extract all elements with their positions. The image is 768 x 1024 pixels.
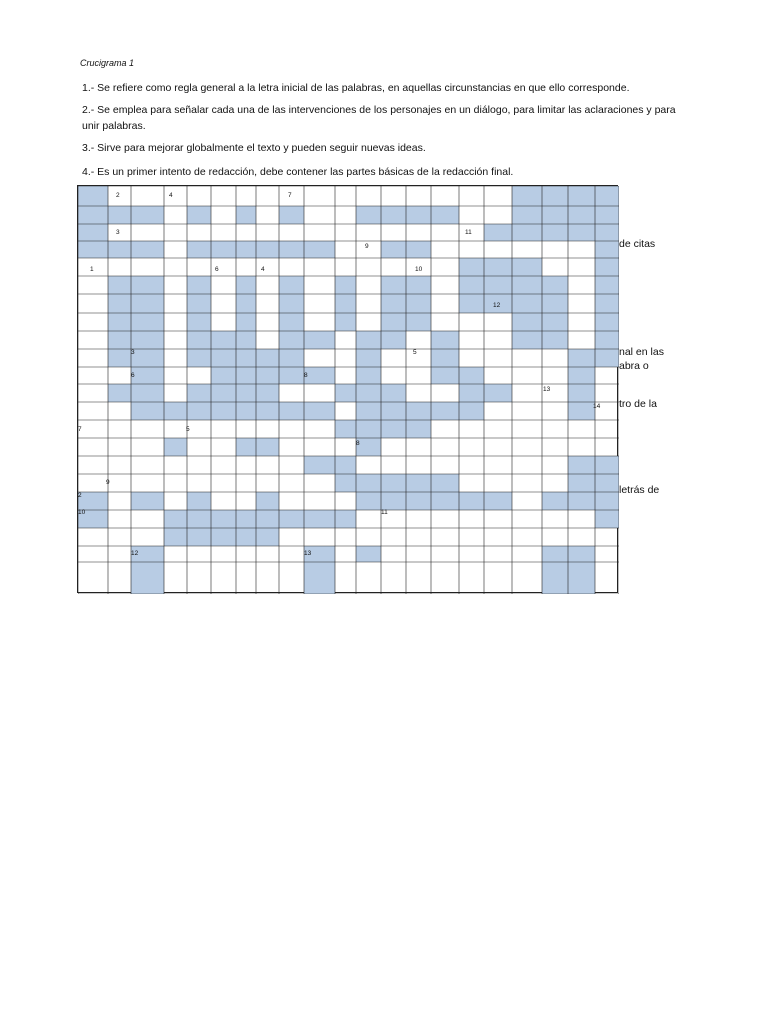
shaded-cell: [431, 492, 459, 510]
shaded-cell: [381, 313, 406, 331]
shaded-cell: [131, 294, 164, 313]
shaded-cell: [236, 367, 256, 384]
shaded-cell: [131, 206, 164, 224]
shaded-cell: [108, 206, 131, 224]
shaded-cell: [108, 313, 131, 331]
shaded-cell: [279, 294, 304, 313]
shaded-cell: [459, 294, 484, 313]
shaded-cell: [108, 294, 131, 313]
shaded-cell: [131, 331, 164, 349]
shaded-cell: [187, 492, 211, 510]
shaded-cell: [356, 438, 381, 456]
shaded-cell: [187, 402, 211, 420]
clue-number: 2: [78, 492, 82, 499]
shaded-cell: [131, 313, 164, 331]
shaded-cell: [381, 402, 406, 420]
shaded-cell: [356, 349, 381, 367]
shaded-cell: [304, 510, 335, 528]
shaded-cell: [211, 349, 236, 367]
clue-number: 8: [356, 440, 360, 447]
shaded-cell: [512, 276, 542, 294]
shaded-cell: [512, 186, 542, 206]
shaded-cell: [211, 510, 236, 528]
shaded-cell: [304, 456, 335, 474]
shaded-cell: [256, 402, 279, 420]
shaded-cell: [595, 349, 619, 367]
clue-number: 14: [593, 403, 601, 410]
shaded-cell: [484, 492, 512, 510]
shaded-cell: [568, 349, 595, 367]
shaded-cell: [568, 474, 595, 492]
shaded-cell: [236, 331, 256, 349]
shaded-cell: [211, 402, 236, 420]
shaded-cell: [78, 206, 108, 224]
shaded-cell: [431, 331, 459, 349]
shaded-cell: [256, 510, 279, 528]
shaded-cell: [484, 276, 512, 294]
shaded-cell: [406, 313, 431, 331]
shaded-cell: [356, 474, 381, 492]
clue-4: 4.- Es un primer intento de redacción, debe contener las partes básicas de la redacción final.: [82, 166, 514, 178]
shaded-cell: [381, 241, 406, 258]
shaded-cell: [256, 528, 279, 546]
clue-number: 2: [116, 192, 120, 199]
shaded-cell: [484, 224, 512, 241]
shaded-cell: [431, 349, 459, 367]
shaded-cell: [131, 241, 164, 258]
shaded-cell: [431, 474, 459, 492]
shaded-cell: [187, 313, 211, 331]
shaded-cell: [187, 331, 211, 349]
shaded-cell: [406, 206, 431, 224]
clue-number: 11: [465, 229, 472, 236]
shaded-cell: [381, 474, 406, 492]
shaded-cell: [131, 384, 164, 402]
shaded-cell: [595, 331, 619, 349]
shaded-cell: [356, 492, 381, 510]
shaded-cell: [236, 384, 256, 402]
shaded-cell: [304, 367, 335, 384]
shaded-cell: [595, 276, 619, 294]
shaded-cell: [335, 420, 356, 438]
shaded-cell: [211, 331, 236, 349]
clue-number: 12: [131, 550, 139, 557]
shaded-cell: [187, 349, 211, 367]
shaded-cell: [78, 241, 108, 258]
clue-number: 8: [304, 372, 308, 379]
shaded-cell: [568, 562, 595, 594]
document-title: Crucigrama 1: [80, 58, 135, 68]
shaded-cell: [279, 206, 304, 224]
shaded-cell: [406, 474, 431, 492]
shaded-cell: [568, 206, 595, 224]
shaded-cell: [304, 241, 335, 258]
shaded-cell: [279, 241, 304, 258]
shaded-cell: [211, 384, 236, 402]
shaded-cell: [431, 206, 459, 224]
shaded-cell: [595, 294, 619, 313]
shaded-cell: [236, 402, 256, 420]
shaded-cell: [256, 384, 279, 402]
clue-number: 3: [116, 229, 120, 236]
shaded-cell: [279, 276, 304, 294]
shaded-cell: [381, 276, 406, 294]
shaded-cell: [356, 546, 381, 562]
shaded-cell: [108, 331, 131, 349]
shaded-cell: [542, 206, 568, 224]
shaded-cell: [279, 402, 304, 420]
shaded-cell: [431, 402, 459, 420]
shaded-cell: [595, 492, 619, 510]
shaded-cell: [595, 224, 619, 241]
shaded-cell: [595, 313, 619, 331]
clue-number: 5: [186, 426, 190, 433]
clue-number: 11: [381, 509, 388, 516]
shaded-cell: [356, 402, 381, 420]
shaded-cell: [78, 186, 108, 206]
clue-number: 10: [78, 509, 86, 516]
shaded-cell: [595, 241, 619, 258]
clue-number: 7: [78, 426, 82, 433]
shaded-cell: [542, 492, 568, 510]
shaded-cell: [164, 402, 187, 420]
shaded-cell: [236, 206, 256, 224]
crossword-grid: [77, 185, 618, 593]
shaded-cell: [459, 384, 484, 402]
shaded-cell: [256, 367, 279, 384]
shaded-cell: [256, 241, 279, 258]
clue-number: 7: [288, 192, 292, 199]
shaded-cell: [304, 402, 335, 420]
shaded-cell: [304, 331, 335, 349]
shaded-cell: [236, 438, 256, 456]
shaded-cell: [459, 367, 484, 384]
shaded-cell: [542, 313, 568, 331]
shaded-cell: [356, 384, 381, 402]
clue-number: 13: [304, 550, 312, 557]
shaded-cell: [256, 438, 279, 456]
shaded-cell: [381, 384, 406, 402]
shaded-cell: [542, 224, 568, 241]
shaded-cell: [381, 420, 406, 438]
overflow-fragment: abra o: [619, 360, 649, 372]
shaded-cell: [542, 294, 568, 313]
shaded-cell: [236, 276, 256, 294]
shaded-cell: [187, 206, 211, 224]
clue-1: 1.- Se refiere como regla general a la letra inicial de las palabras, en aquellas circunstancias en que ello corresponde.: [82, 82, 630, 94]
shaded-cell: [568, 492, 595, 510]
overflow-fragment: nal en las: [619, 346, 664, 358]
clue-number: 9: [365, 243, 369, 250]
shaded-cell: [335, 313, 356, 331]
shaded-cell: [406, 241, 431, 258]
shaded-cell: [236, 241, 256, 258]
shaded-cell: [236, 528, 256, 546]
shaded-cell: [542, 276, 568, 294]
shaded-cell: [381, 206, 406, 224]
shaded-cell: [187, 510, 211, 528]
shaded-cell: [236, 313, 256, 331]
shaded-cell: [164, 528, 187, 546]
crossword-svg: [78, 186, 619, 594]
shaded-cell: [595, 474, 619, 492]
shaded-cell: [459, 276, 484, 294]
shaded-cell: [187, 294, 211, 313]
shaded-cell: [335, 276, 356, 294]
clue-3: 3.- Sirve para mejorar globalmente el texto y pueden seguir nuevas ideas.: [82, 142, 426, 154]
shaded-cell: [595, 186, 619, 206]
shaded-cell: [335, 456, 356, 474]
shaded-cell: [595, 510, 619, 528]
shaded-cell: [187, 528, 211, 546]
shaded-cell: [381, 492, 406, 510]
clue-number: 5: [413, 349, 417, 356]
shaded-cell: [108, 349, 131, 367]
shaded-cell: [236, 349, 256, 367]
shaded-cell: [108, 276, 131, 294]
shaded-cell: [304, 562, 335, 594]
shaded-cell: [542, 546, 568, 562]
shaded-cell: [187, 384, 211, 402]
shaded-cell: [256, 492, 279, 510]
shaded-cell: [356, 420, 381, 438]
shaded-cell: [595, 258, 619, 276]
shaded-cell: [164, 438, 187, 456]
shaded-cell: [568, 186, 595, 206]
clue-number: 1: [90, 266, 94, 273]
shaded-cell: [78, 492, 108, 510]
shaded-cell: [459, 402, 484, 420]
shaded-cell: [595, 206, 619, 224]
shaded-cell: [356, 367, 381, 384]
shaded-cell: [164, 510, 187, 528]
shaded-cell: [406, 402, 431, 420]
shaded-cell: [568, 367, 595, 384]
shaded-cell: [512, 294, 542, 313]
overflow-fragment: tro de la: [619, 398, 657, 410]
shaded-cell: [236, 510, 256, 528]
shaded-cell: [431, 367, 459, 384]
shaded-cell: [187, 241, 211, 258]
clue-number: 6: [131, 372, 135, 379]
shaded-cell: [484, 258, 512, 276]
shaded-cell: [356, 206, 381, 224]
shaded-cell: [211, 367, 236, 384]
shaded-cell: [131, 349, 164, 367]
shaded-cell: [78, 224, 108, 241]
shaded-cell: [211, 241, 236, 258]
shaded-cell: [236, 294, 256, 313]
shaded-cell: [406, 294, 431, 313]
shaded-cell: [335, 510, 356, 528]
shaded-cell: [542, 186, 568, 206]
shaded-cell: [484, 384, 512, 402]
shaded-cell: [279, 367, 304, 384]
shaded-cell: [279, 510, 304, 528]
shaded-cell: [512, 313, 542, 331]
shaded-cell: [279, 349, 304, 367]
shaded-cell: [335, 384, 356, 402]
shaded-cell: [131, 276, 164, 294]
shaded-cell: [131, 402, 164, 420]
shaded-cell: [335, 474, 356, 492]
shaded-cell: [108, 384, 131, 402]
shaded-cell: [279, 313, 304, 331]
shaded-cell: [108, 241, 131, 258]
shaded-cell: [512, 258, 542, 276]
overflow-fragment: letrás de: [619, 484, 660, 496]
shaded-cell: [211, 528, 236, 546]
shaded-cell: [406, 276, 431, 294]
clue-number: 13: [543, 386, 551, 393]
clue-number: 3: [131, 349, 135, 356]
clue-number: 10: [415, 266, 423, 273]
shaded-cell: [512, 331, 542, 349]
shaded-cell: [568, 224, 595, 241]
shaded-cell: [568, 384, 595, 402]
shaded-cell: [131, 492, 164, 510]
shaded-cell: [459, 258, 484, 276]
shaded-cell: [512, 206, 542, 224]
clue-number: 4: [169, 192, 173, 199]
shaded-cell: [568, 456, 595, 474]
shaded-cell: [131, 367, 164, 384]
clue-number: 6: [215, 266, 219, 273]
clue-2: 2.- Se emplea para señalar cada una de las intervenciones de los personajes en un diálogo, para limitar las aclaraciones y para unir palabras.: [82, 104, 676, 132]
shaded-cell: [131, 562, 164, 594]
shaded-cell: [595, 456, 619, 474]
shaded-cell: [356, 331, 381, 349]
shaded-cell: [406, 492, 431, 510]
shaded-cell: [542, 331, 568, 349]
shaded-cell: [542, 562, 568, 594]
shaded-cell: [381, 331, 406, 349]
shaded-cell: [256, 349, 279, 367]
shaded-cell: [568, 546, 595, 562]
shaded-cell: [459, 492, 484, 510]
shaded-cell: [335, 294, 356, 313]
clue-number: 9: [106, 479, 110, 486]
shaded-cell: [187, 276, 211, 294]
shaded-cell: [406, 420, 431, 438]
clue-number: 12: [493, 302, 501, 309]
shaded-cell: [512, 224, 542, 241]
overflow-fragment: de citas: [619, 238, 656, 250]
shaded-cell: [279, 331, 304, 349]
shaded-cell: [381, 294, 406, 313]
clue-number: 4: [261, 266, 265, 273]
shaded-cell: [568, 402, 595, 420]
